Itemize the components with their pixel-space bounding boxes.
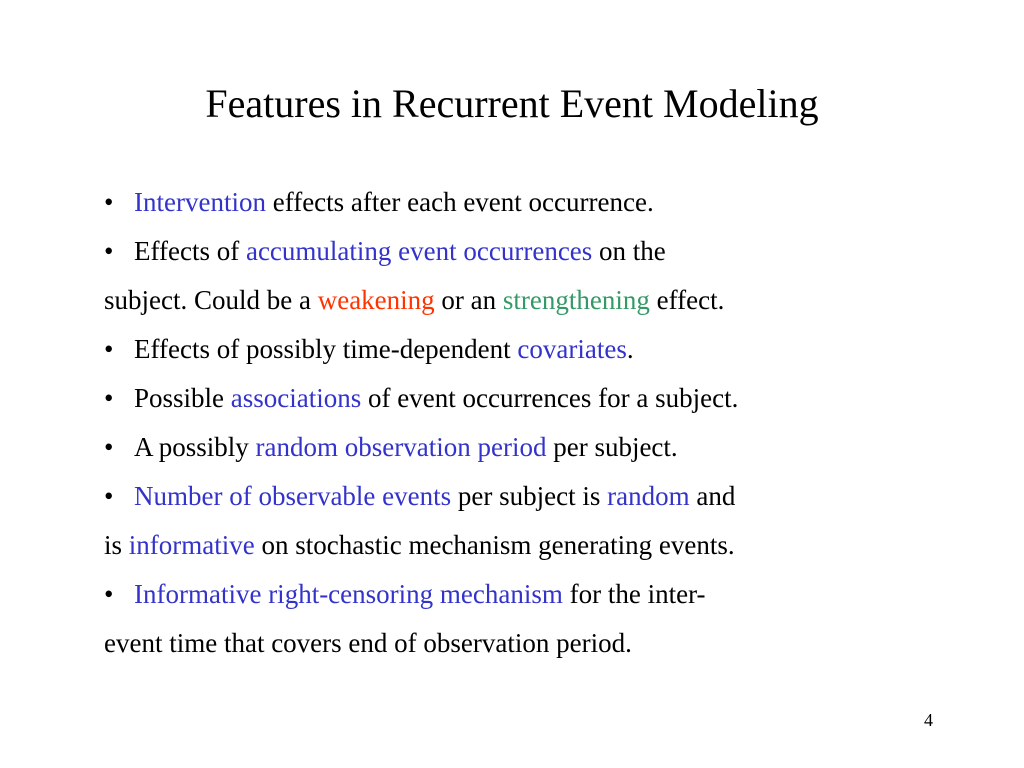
highlight-term: Number of observable events	[134, 481, 452, 511]
highlight-term: associations	[230, 383, 362, 413]
bullet-text: subject. Could be a	[104, 285, 318, 315]
bullet-continuation	[104, 521, 924, 570]
bullet-text: Effects of	[134, 236, 246, 266]
bullet-continuation	[104, 619, 924, 668]
bullet-item	[104, 423, 924, 472]
bullet-icon: •	[104, 432, 114, 462]
bullet-icon: •	[104, 236, 114, 266]
bullet-text: and	[689, 481, 736, 511]
highlight-term: random	[607, 481, 690, 511]
highlight-term: strengthening	[502, 285, 650, 315]
bullet-text: is	[104, 530, 129, 560]
slide-title: Features in Recurrent Event Modeling	[205, 81, 819, 126]
bullet-icon: •	[104, 579, 114, 609]
bullet-text: Effects of possibly time-dependent	[134, 334, 518, 364]
bullet-icon: •	[104, 481, 114, 511]
bullet-icon: •	[104, 383, 114, 413]
bullet-item	[104, 178, 924, 227]
bullet-text: effect.	[649, 285, 725, 315]
highlight-term: random observation period	[255, 432, 547, 462]
bullet-list	[104, 178, 924, 668]
bullet-text: per subject.	[546, 432, 678, 462]
bullet-text: on stochastic mechanism generating events.	[254, 530, 735, 560]
bullet-text: for the inter-	[562, 579, 706, 609]
bullet-item	[104, 325, 924, 374]
highlight-term: covariates	[517, 334, 627, 364]
bullet-text: or an	[434, 285, 503, 315]
bullet-text: A possibly	[134, 432, 256, 462]
bullet-text: event time that covers end of observation period.	[104, 628, 632, 658]
highlight-term: weakening	[317, 285, 435, 315]
bullet-text: effects after each event occurrence.	[265, 187, 654, 217]
highlight-term: Informative right-censoring mechanism	[134, 579, 563, 609]
bullet-item	[104, 374, 924, 423]
bullet-text: on the	[592, 236, 666, 266]
bullet-text: of event occurrences for a subject.	[361, 383, 739, 413]
bullet-item	[104, 472, 924, 521]
highlight-term: Intervention	[134, 187, 266, 217]
highlight-term: accumulating event occurrences	[245, 236, 593, 266]
bullet-continuation	[104, 276, 924, 325]
page-number: 4	[924, 710, 933, 730]
bullet-text: per subject is	[451, 481, 608, 511]
highlight-term: informative	[128, 530, 255, 560]
bullet-item	[104, 227, 924, 276]
bullet-icon: •	[104, 187, 114, 217]
bullet-item	[104, 570, 924, 619]
bullet-icon: •	[104, 334, 114, 364]
bullet-text: Possible	[134, 383, 231, 413]
bullet-text: .	[626, 334, 634, 364]
